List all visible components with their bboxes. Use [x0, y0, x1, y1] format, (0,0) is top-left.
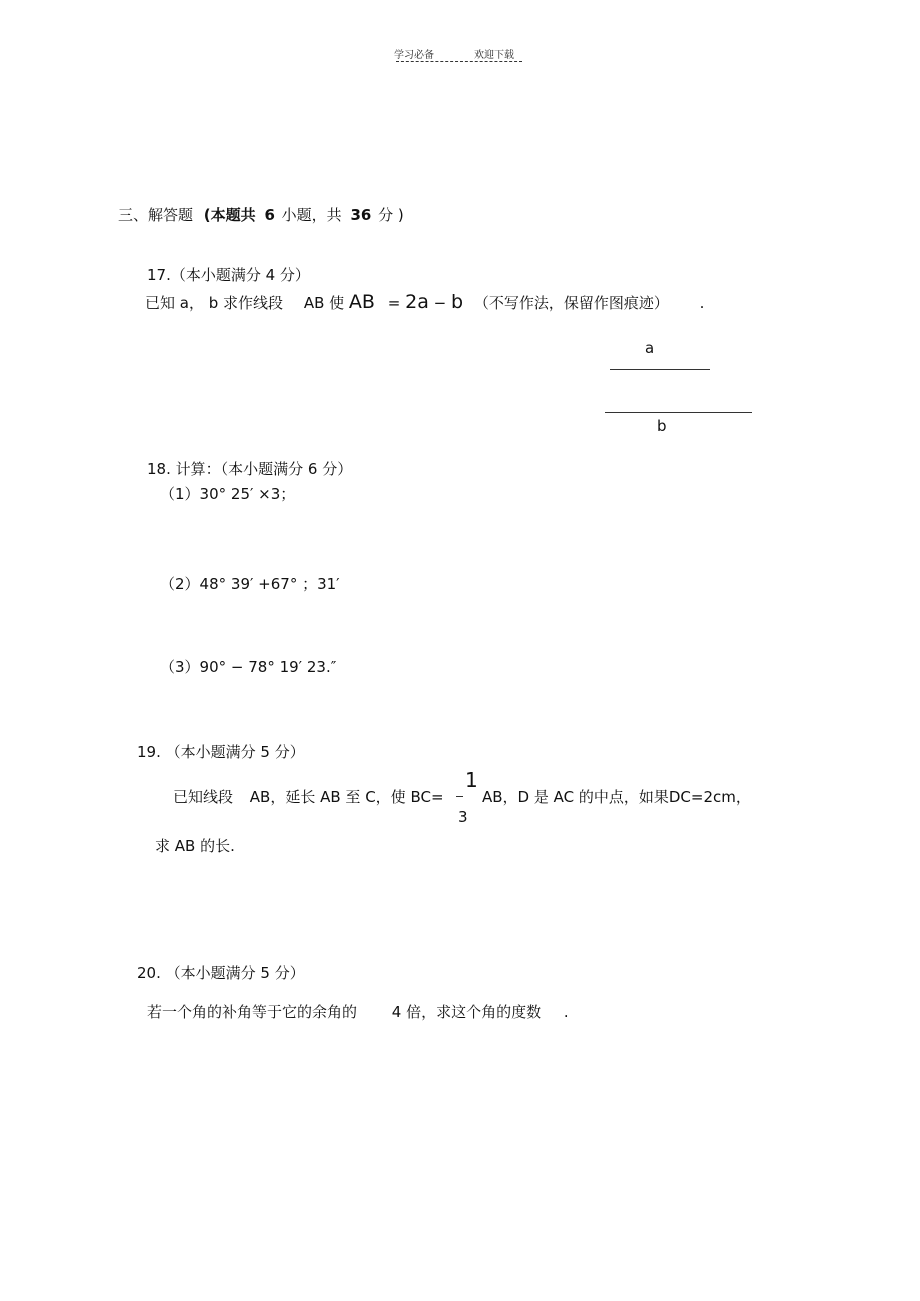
q17-text	[145, 291, 704, 313]
q19-text-c: AB，D 是 AC 的中点，如果DC=2cm，	[482, 788, 751, 806]
q17-formula-minus: −	[433, 294, 447, 312]
section-title	[118, 204, 404, 225]
q18-heading: 18. 计算：（本小题满分 6 分）	[147, 460, 353, 478]
section-points: 36	[350, 206, 372, 224]
q20-heading: 20. （本小题满分 5 分）	[137, 964, 305, 982]
q20-text-b: 4 倍，求这个角的度数	[391, 1003, 542, 1021]
q19-heading: 19. （本小题满分 5 分）	[137, 743, 305, 761]
q17-formula-rhs: 2a	[405, 291, 429, 313]
segment-a-label: a	[645, 339, 655, 357]
q18-part-1: （1）30° 25′ ×3；	[160, 485, 296, 503]
section-mid: 小题，共	[281, 206, 342, 224]
q20-text	[147, 1001, 569, 1022]
section-count: 6	[264, 206, 275, 224]
q20-text-a: 若一个角的补角等于它的余角的	[147, 1003, 358, 1021]
section-prefix: 三、解答题	[118, 206, 194, 224]
fraction-bar	[456, 796, 463, 797]
q17-heading: 17.（本小题满分 4 分）	[147, 266, 310, 284]
q19-line-2: 求 AB 的长.	[155, 837, 235, 855]
fraction-numerator: 1	[465, 768, 478, 792]
header-left: 学习必备	[394, 50, 434, 61]
fraction-denominator: 3	[458, 808, 468, 826]
q17-text-b: AB 使	[303, 294, 345, 312]
segment-b-label: b	[657, 417, 667, 435]
q17-text-a: 已知 a， b 求作线段	[145, 294, 284, 312]
q19-text-b: AB，延长 AB 至 C，使 BC=	[249, 788, 444, 806]
segment-b-line	[605, 412, 752, 413]
q18-part-3: （3）90° − 78° 19′ 23.″	[160, 658, 337, 676]
q17-formula-eq: =	[387, 294, 401, 312]
q18-part-2: （2）48° 39′ +67° ；31′	[160, 575, 340, 593]
header-divider	[396, 61, 522, 62]
q17-formula-b: b	[450, 291, 464, 313]
section-open: (本题共	[203, 206, 256, 224]
q19-text-a: 已知线段	[173, 788, 234, 806]
q20-period: .	[563, 1003, 569, 1021]
q17-period: .	[699, 294, 705, 312]
header-right: 欢迎下载	[474, 50, 514, 61]
segment-a-line	[610, 369, 710, 370]
section-close: 分 )	[378, 206, 404, 224]
q19-line-1	[173, 786, 444, 807]
q17-formula-ab: AB	[348, 291, 375, 313]
q17-text-c: （不写作法，保留作图痕迹）	[473, 294, 669, 312]
